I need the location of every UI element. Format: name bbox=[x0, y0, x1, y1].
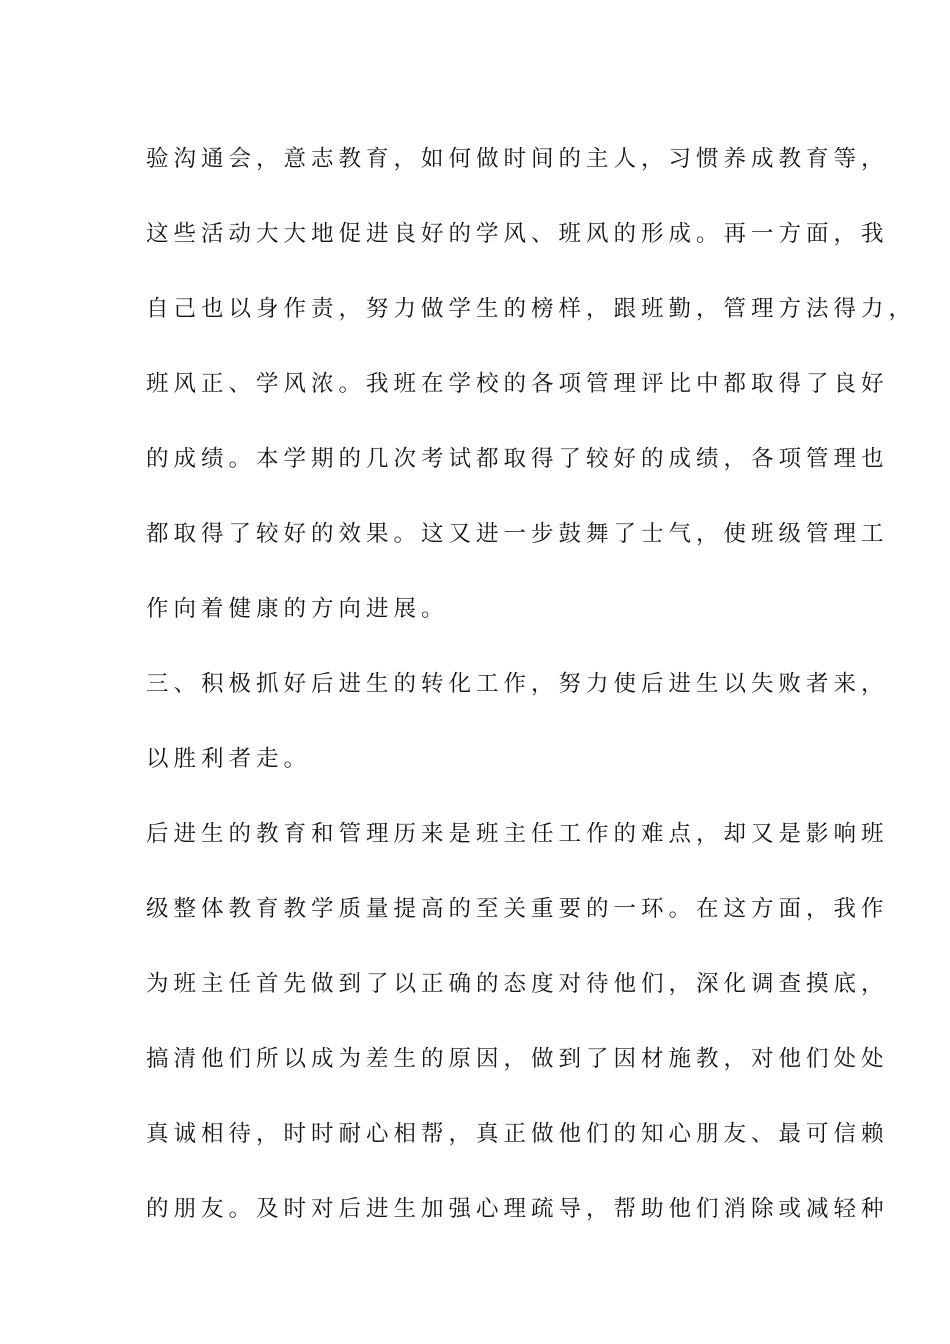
text-line-13: 搞清他们所以成为差生的原因，做到了因材施教，对他们处处 bbox=[146, 1046, 889, 1072]
text-line-5: 的成绩。本学期的几次考试都取得了较好的成绩，各项管理也 bbox=[146, 446, 889, 472]
text-line-2: 这些活动大大地促进良好的学风、班风的形成。再一方面，我 bbox=[146, 221, 889, 247]
section-heading-line-1: 三、积极抓好后进生的转化工作，努力使后进生以失败者来， bbox=[146, 671, 889, 697]
text-line-15: 的朋友。及时对后进生加强心理疏导，帮助他们消除或减轻种 bbox=[146, 1196, 889, 1222]
text-line-4: 班风正、学风浓。我班在学校的各项管理评比中都取得了良好 bbox=[146, 371, 889, 397]
body-text bbox=[146, 122, 917, 1247]
text-line-1: 验沟通会，意志教育，如何做时间的主人，习惯养成教育等， bbox=[146, 146, 889, 172]
section-heading-line-2: 以胜利者走。 bbox=[146, 746, 312, 772]
text-line-11: 级整体教育教学质量提高的至关重要的一环。在这方面，我作 bbox=[146, 896, 889, 922]
text-line-10: 后进生的教育和管理历来是班主任工作的难点，却又是影响班 bbox=[146, 821, 889, 847]
text-line-3: 自己也以身作责，努力做学生的榜样，跟班勤，管理方法得力， bbox=[146, 296, 917, 322]
text-line-7: 作向着健康的方向进展。 bbox=[146, 596, 449, 622]
text-line-14: 真诚相待，时时耐心相帮，真正做他们的知心朋友、最可信赖 bbox=[146, 1121, 889, 1147]
text-line-6: 都取得了较好的效果。这又进一步鼓舞了士气，使班级管理工 bbox=[146, 521, 889, 547]
text-line-12: 为班主任首先做到了以正确的态度对待他们，深化调查摸底， bbox=[146, 971, 889, 997]
